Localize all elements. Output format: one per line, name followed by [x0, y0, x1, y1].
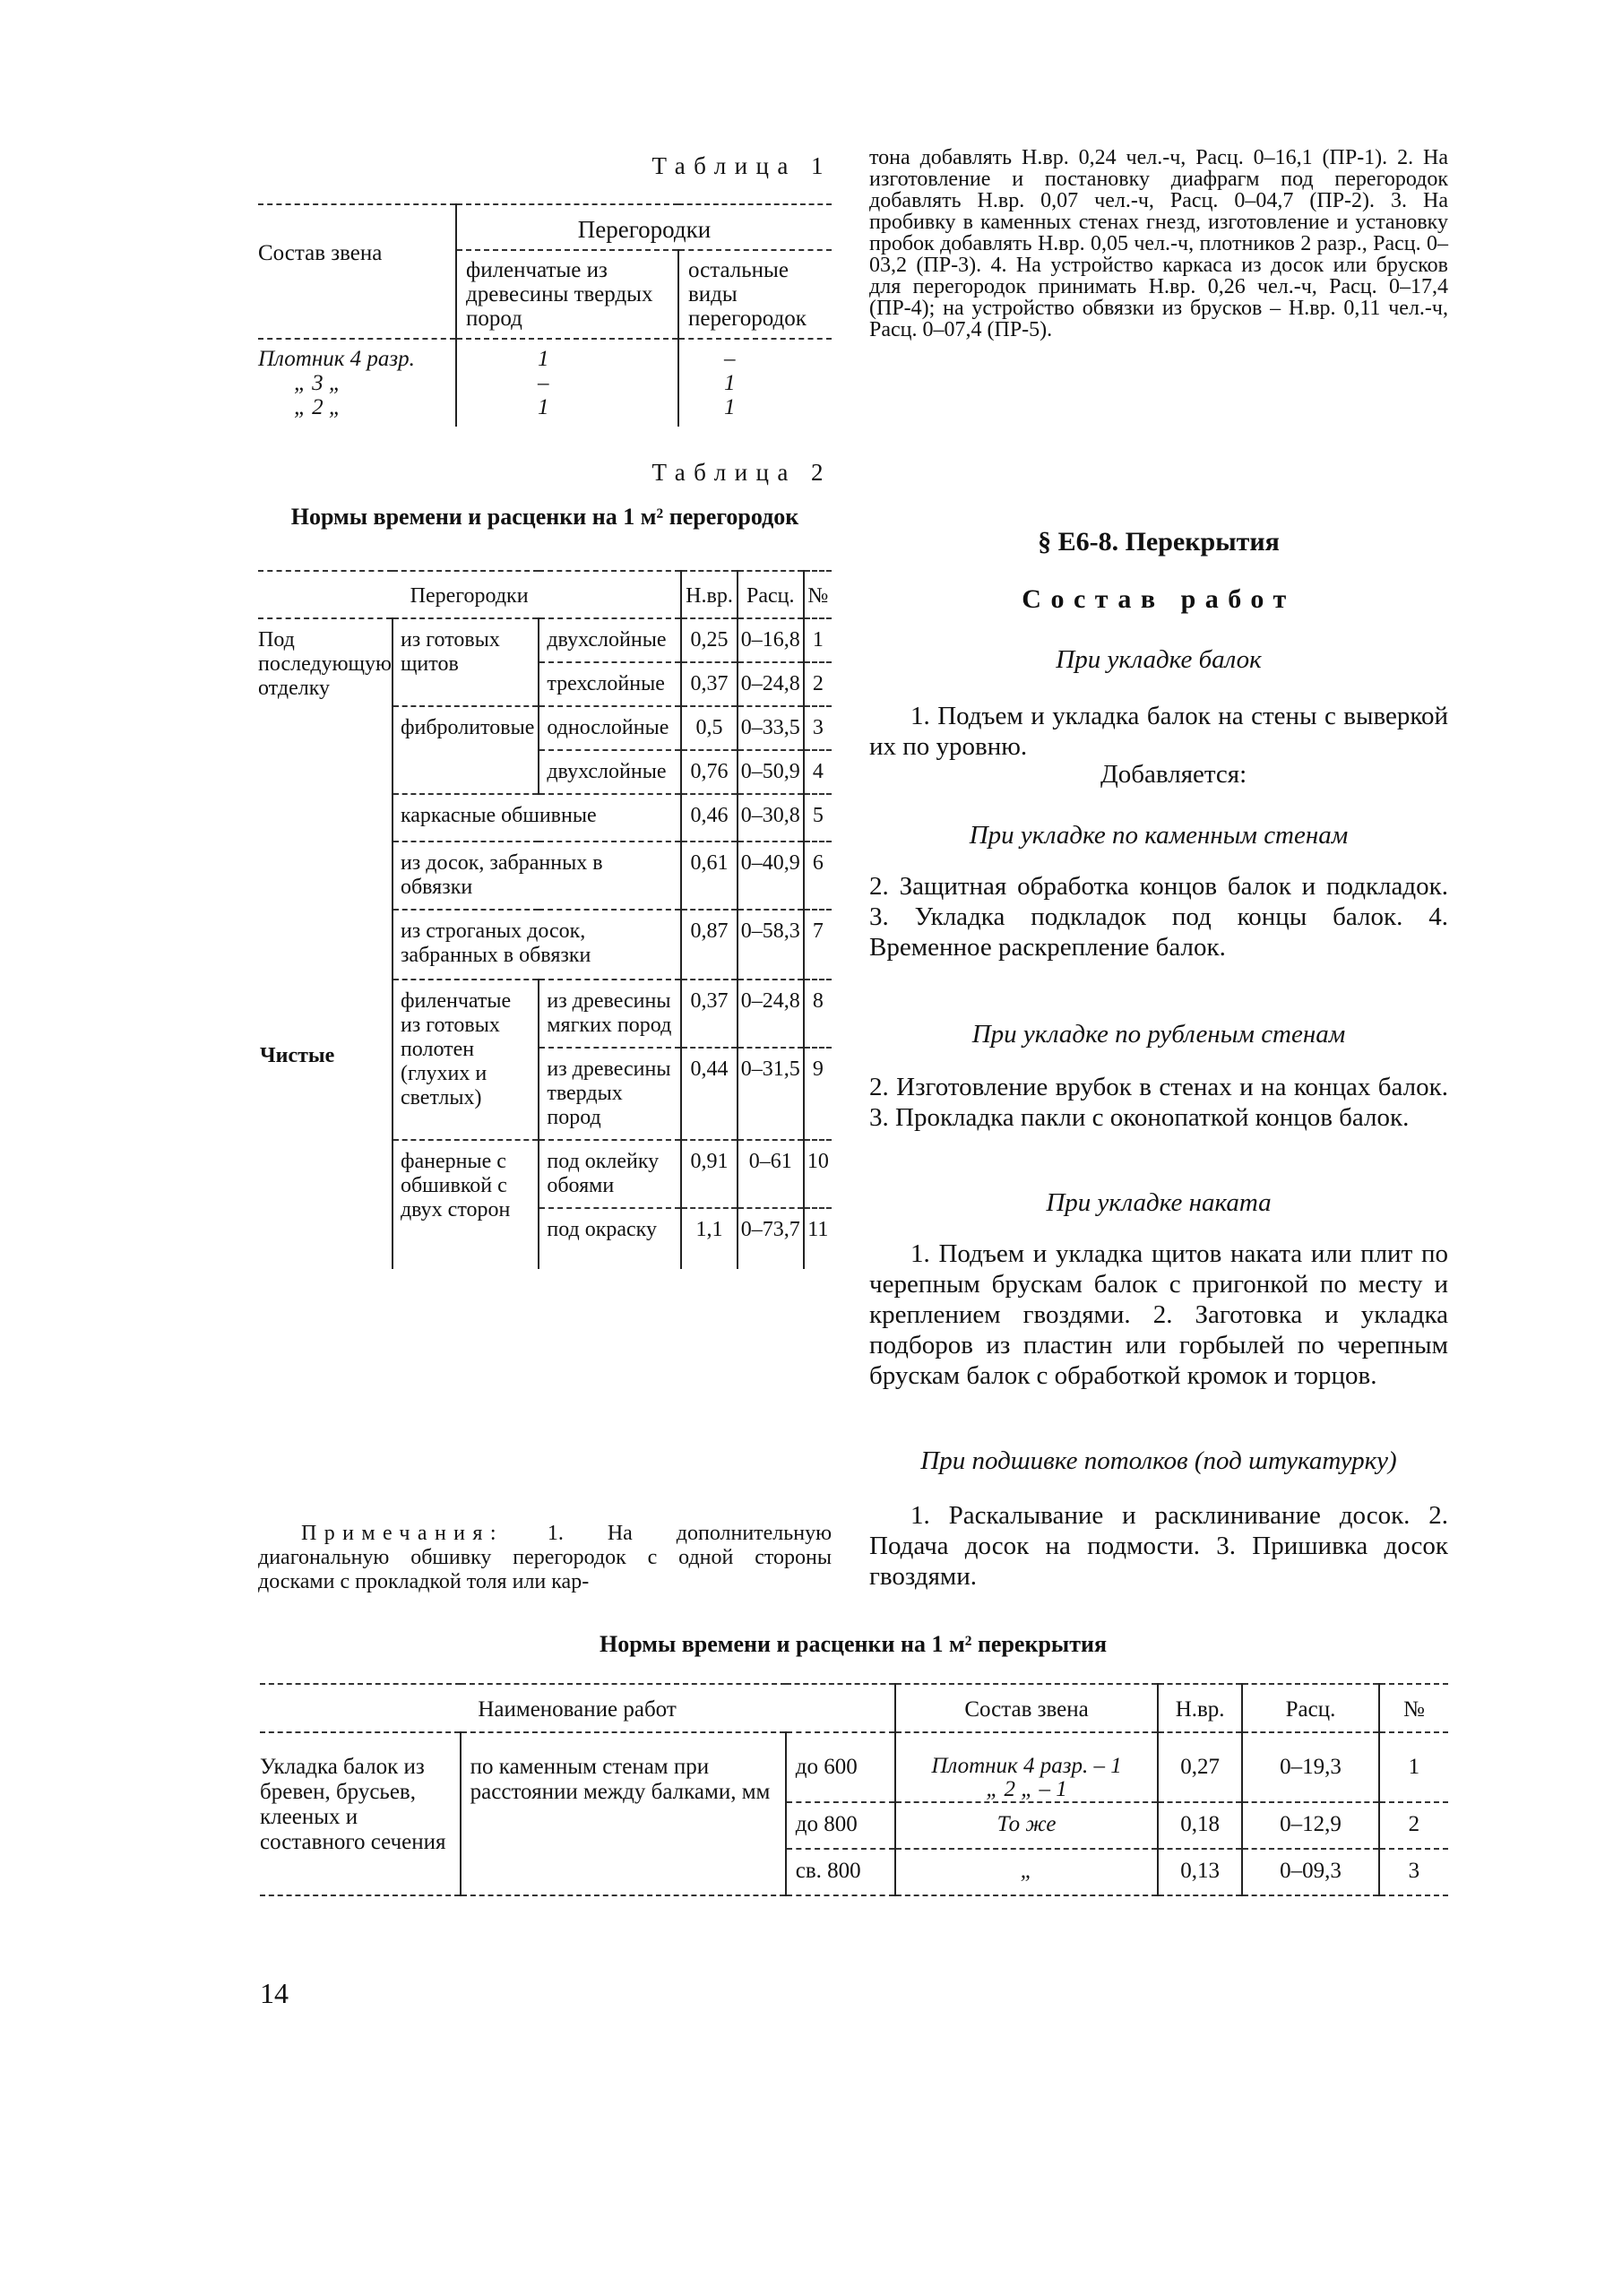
table-row: „ 3 „ – 1 [258, 371, 832, 395]
table3-work-name: Укладка балок из бревен, брусьев, клееных и составного сечения [260, 1732, 461, 1895]
stone-text: 2. Защитная обработка концов балок и подкладок. 3. Укладка подкладок под концы балок. 4. Временное раскрепление балок. [869, 872, 1448, 962]
ceiling-text: 1. Раскалывание и расклинивание досок. 2. Подача досок на подмости. 3. Пришивка досок гвоздями. [869, 1501, 1448, 1591]
table3-condition: по каменным стенам при расстоянии между балками, мм [461, 1732, 786, 1895]
table-row: Под последующую отделку из готовых щитов двухслойные 0,25 0–16,8 1 [258, 618, 832, 662]
beams-heading: При укладке балок [1056, 645, 1262, 674]
notes-left [258, 1522, 832, 1594]
table1-crew-header: Состав звена [258, 204, 456, 339]
table-row: до 800 То же 0,18 0–12,9 2 [260, 1802, 1448, 1849]
composition-heading: Состав работ [1022, 584, 1296, 614]
table-row: Чистые из строганых досок, забранных в обвязки 0,87 0–58,3 7 [258, 910, 832, 980]
table1-hardwood-header: филенчатые из древесины твердых пород [456, 250, 678, 339]
roll-heading: При укладке наката [1046, 1188, 1272, 1217]
table-row: „ 2 „ 1 1 [258, 395, 832, 427]
table-row: фибролитовые однослойные 0,5 0–33,5 3 [258, 706, 832, 750]
table-row: из древесины твердых пород 0,44 0–31,5 9 [258, 1048, 832, 1140]
notes-right: тона добавлять Н.вр. 0,24 чел.-ч, Расц. 0–16,1 (ПР-1). 2. На изготовление и постановку диафрагм под перегородок добавлять Н.вр. 0,07 чел.-ч, Расц. 0–04,7 (ПР-2). 3. На пробивку в каменных стенах гнезд, изготовление и установку пробок добавлять Н.вр. 0,05 чел.-ч, плотников 2 разр., Расц. 0–03,2 (ПР-3). 4. На устройство каркаса из досок или брусков для перегородок принимать Н.вр. 0,26 чел.-ч, Расц. 0–17,4 (ПР-4); на устройство обвязки из брусков – Н.вр. 0,11 чел.-ч, Расц. 0–07,4 (ПР-5). [869, 146, 1448, 341]
table2-caption: Нормы времени и расценки на 1 м² перегородок [290, 504, 799, 530]
table-row: двухслойные 0,76 0–50,9 4 [258, 750, 832, 794]
table-row: трехслойные 0,37 0–24,8 2 [258, 662, 832, 706]
table2-partitions-header: Перегородки [258, 571, 681, 618]
stone-heading: При укладке по каменным стенам [969, 821, 1349, 850]
table1-partitions-header: Перегородки [456, 204, 832, 250]
notes-label: Примечания: [301, 1522, 504, 1545]
table-row: филенчатые из готовых полотен (глухих и светлых) из древесины мягких пород 0,37 0–24,8 8 [258, 980, 832, 1048]
table-row: Укладка балок из бревен, брусьев, клееных и составного сечения по каменным стенам при расстоянии между балками, мм до 600 Плотник 4 разр. – 1 „ 2 „ – 1 0,27 0–19,3 1 [260, 1732, 1448, 1802]
notes-text-left: 1. На дополнительную диагональную обшивку перегородок с одной стороны досками с прокладкой толя или кар- [258, 1522, 832, 1593]
table1 [258, 203, 832, 427]
roll-text: 1. Подъем и укладка щитов наката или плит по черепным брускам балок с пригонкой по месту и креплением гвоздями. 2. Заготовка и укладка подборов из пластин или горбылей по черепным брускам балок с обработкой кромок и торцов. [869, 1239, 1448, 1390]
table2-group-under-finish: Под последующую отделку [258, 628, 392, 700]
table2: Перегородки Н.вр. Расц. № Под последующую отделку из готовых щитов двухслойные 0,25 0–16,8 1 трехслойные 0,37 0–24,8 2 фибролитовые однослойные 0,5 0–33,5 3 двухслойные 0,76 0–50,9 4 каркасные обшивные 0,46 0–30,8 5 из досок, забранных в обвязки 0,61 0–40,9 6 Чистые из строганых досок, забранных в обвязки 0,87 0–58,3 7 филенчатые из готовых полотен (глухих и светлых) из древесины мягких пород 0,37 0–24,8 8 из древесины твердых пород 0,44 0–31,5 9 фанерные с обшивкой с двух сторон под оклейку обоями 0,91 0–61 10 под окраску 1,1 0–73,7 11 [258, 570, 832, 1269]
table-row: под окраску 1,1 0–73,7 11 [258, 1208, 832, 1269]
table-row: Плотник 4 разр. 1 – [258, 339, 832, 371]
page-number: 14 [260, 1977, 289, 2009]
table3-work-header: Наименование работ [260, 1684, 895, 1732]
table2-group-clean: Чистые [260, 1044, 335, 1067]
table2-label: Таблица 2 [651, 459, 832, 486]
table-row: св. 800 „ 0,13 0–09,3 3 [260, 1849, 1448, 1895]
table1-other-header: остальные виды перегородок [678, 250, 832, 339]
added-label: Добавляется: [1100, 760, 1247, 789]
section-title: § Е6-8. Перекрытия [1038, 527, 1280, 557]
log-text: 2. Изготовление врубок в стенах и на концах балок. 3. Прокладка пакли с оконопаткой концов балок. [869, 1073, 1448, 1132]
table1-label: Таблица 1 [651, 152, 832, 179]
beams-text: 1. Подъем и укладка балок на стены с выверкой их по уровню. [869, 702, 1448, 761]
log-heading: При укладке по рубленым стенам [971, 1020, 1346, 1049]
table-row: каркасные обшивные 0,46 0–30,8 5 [258, 794, 832, 842]
table3-caption: Нормы времени и расценки на 1 м² перекрытия [599, 1631, 1108, 1657]
table-row: фанерные с обшивкой с двух сторон под оклейку обоями 0,91 0–61 10 [258, 1140, 832, 1208]
table3: Наименование работ Состав звена Н.вр. Расц. № Укладка балок из бревен, брусьев, клееных и составного сечения по каменным стенам при расстоянии между балками, мм до 600 Плотник 4 разр. – 1 „ 2 „ – 1 0,27 0–19,3 1 до 800 То же 0,18 0–12,9 2 св. 800 „ 0,13 0–09,3 3 [260, 1683, 1448, 1896]
ceiling-heading: При подшивке потолков (под штукатурку) [920, 1446, 1397, 1475]
table-row: из досок, забранных в обвязки 0,61 0–40,9 6 [258, 842, 832, 910]
